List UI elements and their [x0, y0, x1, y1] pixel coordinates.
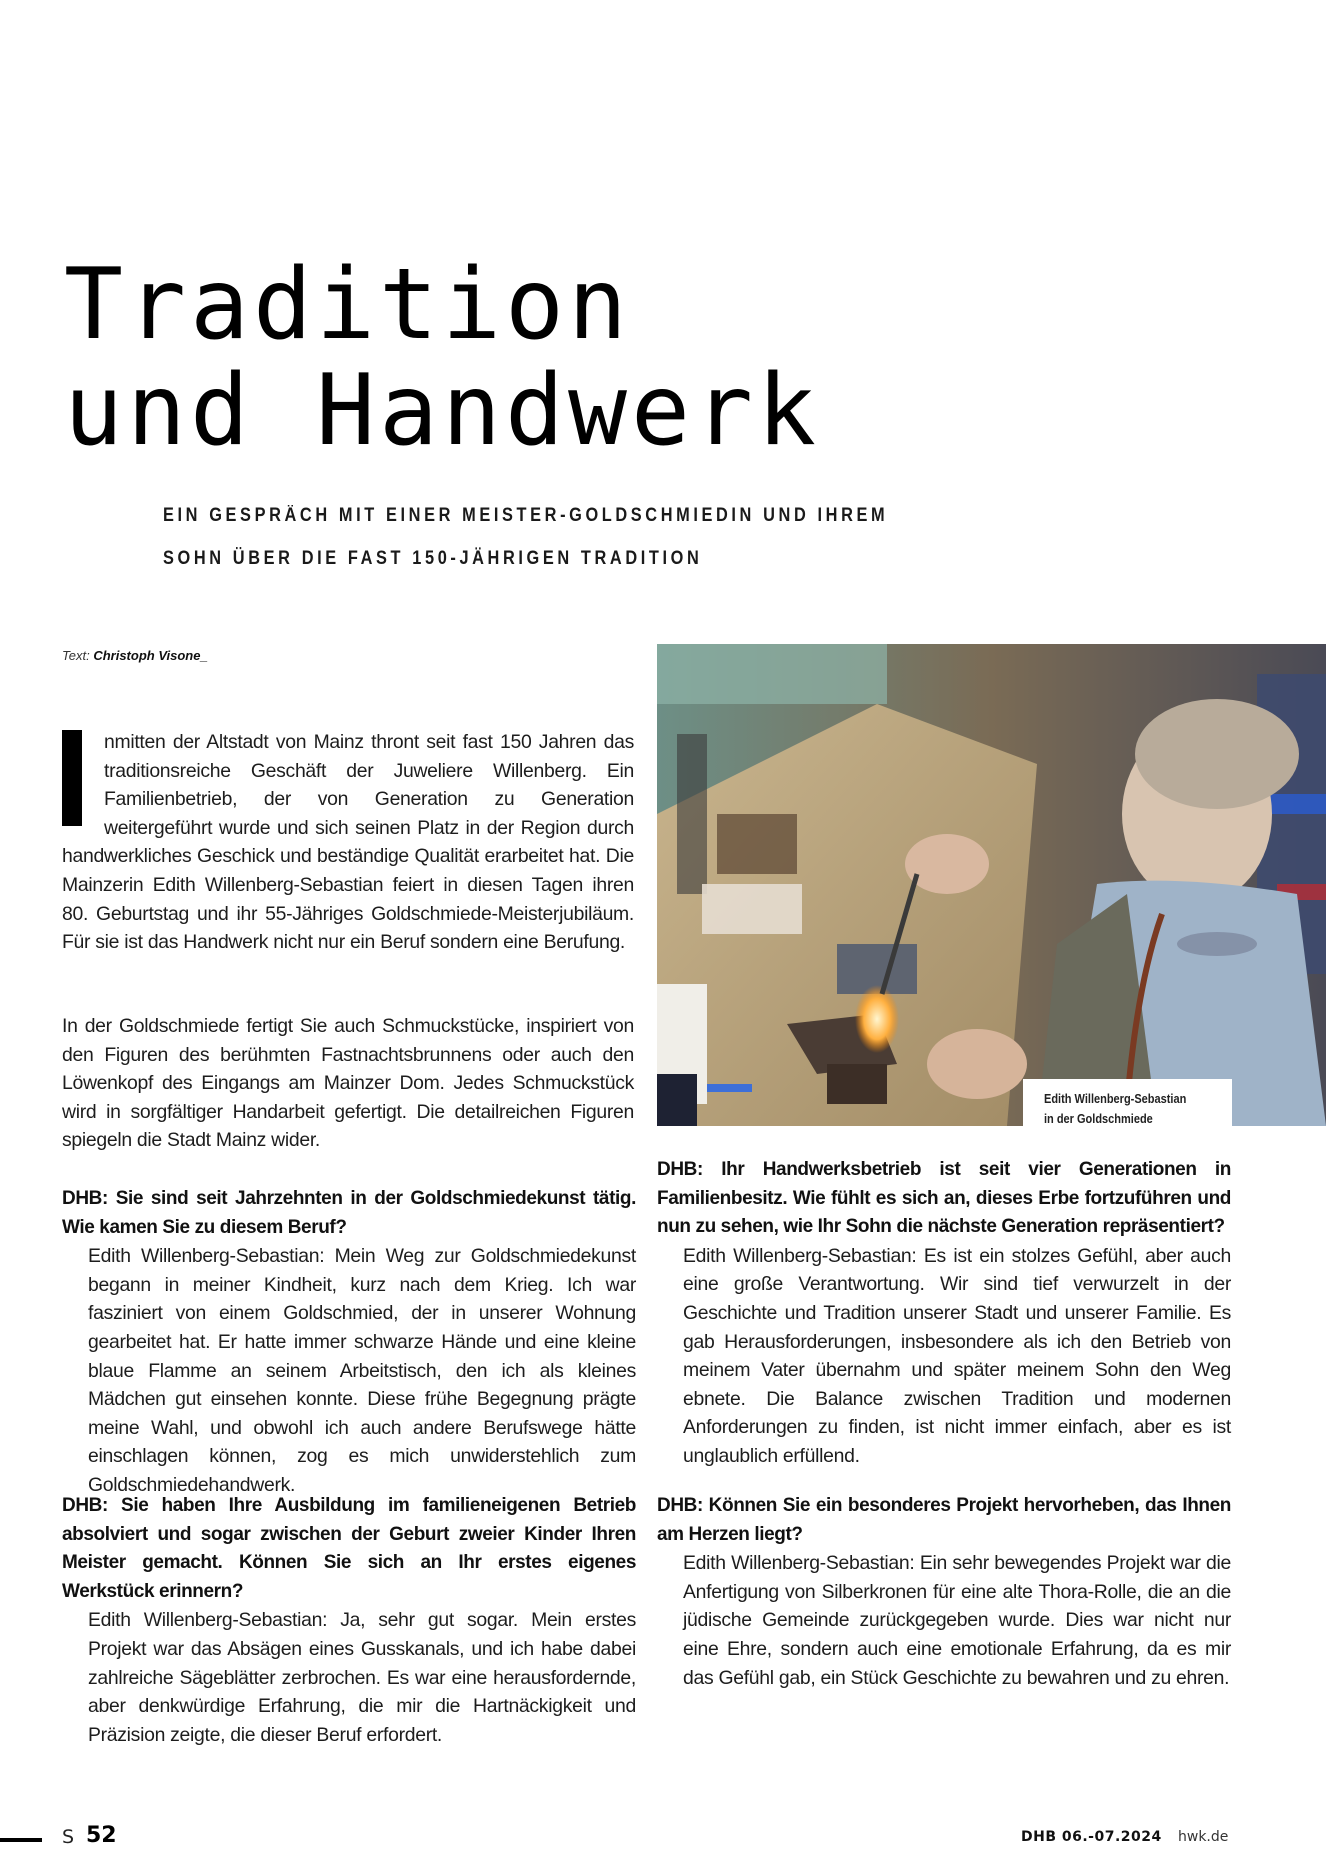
drop-cap-bar: [62, 730, 82, 826]
subtitle-line-2: SOHN ÜBER DIE FAST 150-JÄHRIGEN TRADITION: [163, 548, 703, 569]
page-prefix: S: [62, 1826, 75, 1848]
interview-question: DHB: Ihr Handwerksbetrieb ist seit vier Generationen in Familienbesitz. Wie fühlt es sich an, dieses Erbe fortzuführen und nun zu sehen, wie Ihr Sohn die nächste Generation repräsentiert?: [657, 1159, 1231, 1238]
footer-rule: [0, 1838, 42, 1842]
second-paragraph: In der Goldschmiede fertigt Sie auch Schmuckstücke, inspiriert von den Figuren des berühmten Fastnachtsbrunnens oder auch den Löwenkopf des Eingangs am Mainzer Dom. Jedes Schmuckstück wird in sorgfältiger Handarbeit gefertigt. Die detailreichen Figuren spiegeln die Stadt Mainz wider.: [62, 1015, 634, 1152]
caption-line-2: in der Goldschmiede: [1044, 1112, 1153, 1126]
page-number: 52: [86, 1823, 117, 1848]
website-label: hwk.de: [1178, 1829, 1229, 1845]
title-line-2: und Handwerk: [64, 354, 821, 468]
interview-item-1: [62, 1185, 636, 1500]
interview-answer: Edith Willenberg-Sebastian: Es ist ein stolzes Gefühl, aber auch eine große Verantwortung. Wir sind tief verwurzelt in der Geschichte und Tradition unserer Stadt und unserer Familie. Es gab Herausforderungen, insbesondere als ich den Betrieb von meinem Vater übernahm und später meinem Sohn den Weg ebnete. Die Balance zwischen Tradition und modernen Anforderungen zu finden, ist nicht immer einfach, aber es ist unglaublich erfüllend.: [683, 1244, 1231, 1467]
interview-answer: Edith Willenberg-Sebastian: Mein Weg zur Goldschmiedekunst begann in meiner Kindheit, kurz nach dem Krieg. Ich war fasziniert von einem Goldschmied, der in unserer Wohnung gearbeitet hat. Er hatte immer schwarze Hände und eine kleine blaue Flamme an seinem Arbeitstisch, den ich als kleines Mädchen gut einsehen konnte. Diese frühe Begegnung prägte meine Wahl, und obwohl ich auch andere Berufswege hätte einschlagen können, zog es mich unwiderstehlich zum Goldschmiedehandwerk.: [88, 1245, 636, 1496]
article-title: [64, 248, 821, 468]
goldsmith-photo-illustration: [657, 644, 1326, 1126]
article-photo: [657, 644, 1326, 1126]
interview-answer: Edith Willenberg-Sebastian: Ein sehr bewegendes Projekt war die Anfertigung von Silberkronen für eine alte Thora-Rolle, die an die jüdische Gemeinde zurückgegeben wurde. Dies war nicht nur eine Ehre, sondern auch eine emotionale Erfahrung, da es mir das Gefühl gab, ein Stück Geschichte zu bewahren und zu ehren.: [683, 1552, 1231, 1689]
interview-question: DHB: Können Sie ein besonderes Projekt hervorheben, das Ihnen am Herzen liegt?: [657, 1495, 1231, 1545]
intro-block: [62, 728, 634, 957]
interview-question: DHB: Sie sind seit Jahrzehnten in der Goldschmiedekunst tätig. Wie kamen Sie zu diesem Beruf?: [62, 1188, 636, 1238]
byline-author: Christoph Visone_: [93, 648, 208, 663]
article-subtitle: [163, 494, 889, 580]
interview-answer: Edith Willenberg-Sebastian: Ja, sehr gut sogar. Mein erstes Projekt war das Absägen eines Gusskanals, und ich habe dabei zahlreiche Sägeblätter zerbrochen. Es war eine herausfordernde, aber denkwürdige Erfahrung, die mir die Hartnäckigkeit und Präzision zeigte, die dieser Beruf erfordert.: [88, 1609, 636, 1746]
intro-paragraph: nmitten der Altstadt von Mainz thront seit fast 150 Jahren das traditionsreiche Geschäft der Juweliere Willenberg. Ein Familienbetrieb, der von Generation zu Generation weitergeführt wurde und sich seinen Platz in der Region durch handwerkliches Geschick und beständige Qualität erarbeitet hat. Die Mainzerin Edith Willenberg-Sebastian feiert in diesen Tagen ihren 80. Geburtstag und ihr 55-Jähriges Goldschmiede-Meisterjubiläum. Für sie ist das Handwerk nicht nur ein Beruf sondern eine Berufung.: [62, 731, 634, 954]
subtitle-line-1: EIN GESPRÄCH MIT EINER MEISTER-GOLDSCHMIEDIN UND IHREM: [163, 505, 889, 526]
title-line-1: Tradition: [64, 248, 632, 362]
interview-item-4: [657, 1492, 1231, 1692]
byline: [62, 648, 208, 663]
interview-item-3: [657, 1156, 1231, 1471]
caption-line-1: Edith Willenberg-Sebastian: [1044, 1092, 1187, 1106]
photo-caption: [1023, 1079, 1232, 1126]
issue-label: DHB 06.-07.2024: [1021, 1829, 1162, 1845]
interview-question: DHB: Sie haben Ihre Ausbildung im familieneigenen Betrieb absolviert und sogar zwischen der Geburt zweier Kinder Ihren Meister gemacht. Können Sie sich an Ihr erstes eigenes Werkstück erinnern?: [62, 1495, 636, 1602]
interview-item-2: [62, 1492, 636, 1749]
byline-label: Text:: [62, 648, 90, 663]
second-paragraph-block: [62, 1012, 634, 1155]
